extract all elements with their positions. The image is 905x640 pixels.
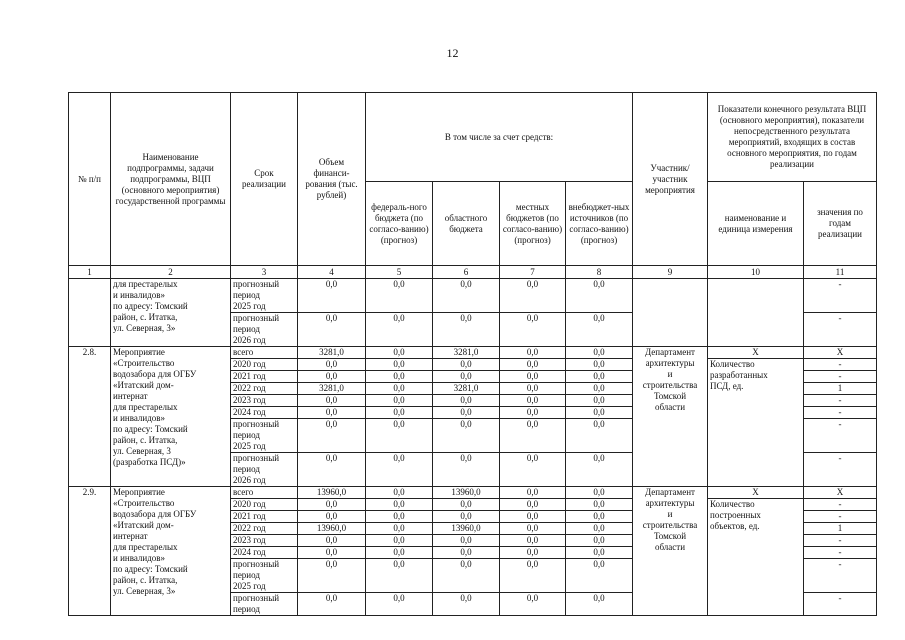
column-number: 3 [231, 266, 298, 279]
extrabudget-cell: 0,0 [566, 535, 633, 547]
volume-cell: 0,0 [298, 547, 366, 559]
volume-cell: 0,0 [298, 407, 366, 419]
indicator-name-cell: Количество разработанных ПСД, ед. [708, 359, 804, 487]
row-number-cell [69, 279, 111, 347]
federal-cell: 0,0 [366, 359, 433, 371]
regional-cell: 0,0 [433, 499, 500, 511]
volume-cell: 3281,0 [298, 347, 366, 359]
regional-cell: 0,0 [433, 559, 500, 593]
period-cell: 2024 год [231, 547, 298, 559]
volume-cell: 13960,0 [298, 487, 366, 499]
indicator-value-cell: X [804, 347, 877, 359]
header-indicators-group: Показатели конечного результата ВЦП (основного мероприятия), показатели непосредственного результата мероприятий, входящих в состав основного мероприятия, по годам реализации [708, 93, 877, 182]
indicator-value-cell: 1 [804, 383, 877, 395]
volume-cell: 3281,0 [298, 383, 366, 395]
column-number: 9 [633, 266, 708, 279]
participant-cell [633, 279, 708, 347]
extrabudget-cell: 0,0 [566, 511, 633, 523]
header-regional: областного бюджета [433, 182, 500, 266]
local-cell: 0,0 [500, 419, 566, 453]
regional-cell: 0,0 [433, 593, 500, 616]
table-row [69, 347, 877, 359]
indicator-value-cell: X [804, 487, 877, 499]
indicator-value-cell: - [804, 359, 877, 371]
indicator-value-cell: - [804, 313, 877, 347]
period-cell: прогнозный период [231, 593, 298, 616]
activity-name-cell: для престарелых и инвалидов» по адресу: Томский район, с. Итатка, ул. Северная, 3» [111, 279, 231, 347]
federal-cell: 0,0 [366, 523, 433, 535]
period-cell: прогнозный период 2026 год [231, 453, 298, 487]
indicator-value-cell: - [804, 593, 877, 616]
regional-cell: 3281,0 [433, 383, 500, 395]
federal-cell: 0,0 [366, 407, 433, 419]
table-body [69, 279, 877, 616]
participant-cell: Департамент архитектуры и строительства Томской области [633, 347, 708, 487]
federal-cell: 0,0 [366, 535, 433, 547]
volume-cell: 0,0 [298, 359, 366, 371]
period-cell: 2023 год [231, 395, 298, 407]
federal-cell: 0,0 [366, 395, 433, 407]
period-cell: 2021 год [231, 371, 298, 383]
header-indicator-name: наименование и единица измерения [708, 182, 804, 266]
period-cell: прогнозный период 2025 год [231, 419, 298, 453]
extrabudget-cell: 0,0 [566, 359, 633, 371]
period-cell: 2022 год [231, 523, 298, 535]
extrabudget-cell: 0,0 [566, 347, 633, 359]
federal-cell: 0,0 [366, 279, 433, 313]
extrabudget-cell: 0,0 [566, 593, 633, 616]
federal-cell: 0,0 [366, 383, 433, 395]
extrabudget-cell: 0,0 [566, 279, 633, 313]
activity-name-cell: Мероприятие «Строительство водозабора для ОГБУ «Итатский дом- интернат для престарелых и инвалидов» по адресу: Томский район, с. Итатка, ул. Северная, 3» [111, 487, 231, 616]
federal-cell: 0,0 [366, 347, 433, 359]
federal-cell: 0,0 [366, 371, 433, 383]
column-number: 7 [500, 266, 566, 279]
federal-cell: 0,0 [366, 511, 433, 523]
federal-cell: 0,0 [366, 547, 433, 559]
period-cell: 2020 год [231, 499, 298, 511]
federal-cell: 0,0 [366, 419, 433, 453]
federal-cell: 0,0 [366, 313, 433, 347]
regional-cell: 0,0 [433, 547, 500, 559]
header-local: местных бюджетов (по согласо-ванию) (прогноз) [500, 182, 566, 266]
indicator-value-cell: 1 [804, 523, 877, 535]
volume-cell: 0,0 [298, 511, 366, 523]
volume-cell: 0,0 [298, 499, 366, 511]
federal-cell: 0,0 [366, 487, 433, 499]
local-cell: 0,0 [500, 395, 566, 407]
period-cell: всего [231, 347, 298, 359]
regional-cell: 0,0 [433, 279, 500, 313]
federal-cell: 0,0 [366, 559, 433, 593]
extrabudget-cell: 0,0 [566, 487, 633, 499]
row-number-cell: 2.8. [69, 347, 111, 487]
local-cell: 0,0 [500, 511, 566, 523]
column-number: 10 [708, 266, 804, 279]
period-cell: 2024 год [231, 407, 298, 419]
indicator-value-cell: - [804, 419, 877, 453]
volume-cell: 0,0 [298, 279, 366, 313]
header-name: Наименование подпрограммы, задачи подпрограммы, ВЦП (основного мероприятия) государственной программы [111, 93, 231, 266]
column-number: 5 [366, 266, 433, 279]
header-participant: Участник/ участник мероприятия [633, 93, 708, 266]
indicator-value-cell: - [804, 535, 877, 547]
regional-cell: 0,0 [433, 407, 500, 419]
indicator-value-cell: - [804, 453, 877, 487]
local-cell: 0,0 [500, 487, 566, 499]
indicator-value-cell: - [804, 279, 877, 313]
participant-cell: Департамент архитектуры и строительства Томской области [633, 487, 708, 616]
volume-cell: 13960,0 [298, 523, 366, 535]
extrabudget-cell: 0,0 [566, 313, 633, 347]
extrabudget-cell: 0,0 [566, 383, 633, 395]
indicator-value-cell: - [804, 559, 877, 593]
local-cell: 0,0 [500, 407, 566, 419]
column-number: 6 [433, 266, 500, 279]
volume-cell: 0,0 [298, 535, 366, 547]
extrabudget-cell: 0,0 [566, 559, 633, 593]
header-sources-group: В том числе за счет средств: [366, 93, 633, 182]
header-federal: федераль-ного бюджета (по согласо-ванию) (прогноз) [366, 182, 433, 266]
indicator-value-cell: - [804, 407, 877, 419]
column-number: 4 [298, 266, 366, 279]
regional-cell: 0,0 [433, 395, 500, 407]
period-cell: 2020 год [231, 359, 298, 371]
header-indicator-values: значения по годам реализации [804, 182, 877, 266]
local-cell: 0,0 [500, 313, 566, 347]
regional-cell: 13960,0 [433, 523, 500, 535]
header-extrabudget: внебюджет-ных источников (по согласо-ванию) (прогноз) [566, 182, 633, 266]
volume-cell: 0,0 [298, 395, 366, 407]
page-number: 12 [446, 46, 459, 60]
extrabudget-cell: 0,0 [566, 547, 633, 559]
table-row [69, 487, 877, 499]
column-number: 11 [804, 266, 877, 279]
regional-cell: 0,0 [433, 511, 500, 523]
activity-name-cell: Мероприятие «Строительство водозабора для ОГБУ «Итатский дом- интернат для престарелых и инвалидов» по адресу: Томский район, с. Итатка, ул. Северная, 3 (разработка ПСД)» [111, 347, 231, 487]
table-header [69, 93, 877, 279]
column-number: 8 [566, 266, 633, 279]
volume-cell: 0,0 [298, 419, 366, 453]
local-cell: 0,0 [500, 559, 566, 593]
regional-cell: 0,0 [433, 419, 500, 453]
extrabudget-cell: 0,0 [566, 371, 633, 383]
local-cell: 0,0 [500, 535, 566, 547]
extrabudget-cell: 0,0 [566, 395, 633, 407]
local-cell: 0,0 [500, 547, 566, 559]
regional-cell: 13960,0 [433, 487, 500, 499]
volume-cell: 0,0 [298, 559, 366, 593]
regional-cell: 3281,0 [433, 347, 500, 359]
period-cell: прогнозный период 2026 год [231, 313, 298, 347]
local-cell: 0,0 [500, 499, 566, 511]
extrabudget-cell: 0,0 [566, 523, 633, 535]
extrabudget-cell: 0,0 [566, 499, 633, 511]
local-cell: 0,0 [500, 347, 566, 359]
period-cell: всего [231, 487, 298, 499]
regional-cell: 0,0 [433, 371, 500, 383]
program-table [68, 92, 877, 616]
extrabudget-cell: 0,0 [566, 453, 633, 487]
indicator-name-cell: X [708, 347, 804, 359]
period-cell: прогнозный период 2025 год [231, 279, 298, 313]
indicator-name-cell: Количество построенных объектов, ед. [708, 499, 804, 616]
volume-cell: 0,0 [298, 593, 366, 616]
column-number: 2 [111, 266, 231, 279]
volume-cell: 0,0 [298, 453, 366, 487]
indicator-value-cell: - [804, 371, 877, 383]
indicator-value-cell: - [804, 395, 877, 407]
header-volume: Объем финанси-рования (тыс. рублей) [298, 93, 366, 266]
regional-cell: 0,0 [433, 313, 500, 347]
federal-cell: 0,0 [366, 453, 433, 487]
header-num: № п/п [69, 93, 111, 266]
regional-cell: 0,0 [433, 453, 500, 487]
federal-cell: 0,0 [366, 499, 433, 511]
column-number: 1 [69, 266, 111, 279]
indicator-value-cell: - [804, 511, 877, 523]
indicator-value-cell: - [804, 547, 877, 559]
indicator-name-cell [708, 279, 804, 347]
federal-cell: 0,0 [366, 593, 433, 616]
period-cell: 2021 год [231, 511, 298, 523]
local-cell: 0,0 [500, 593, 566, 616]
table-row [69, 279, 877, 313]
period-cell: прогнозный период 2025 год [231, 559, 298, 593]
regional-cell: 0,0 [433, 359, 500, 371]
indicator-name-cell: X [708, 487, 804, 499]
local-cell: 0,0 [500, 523, 566, 535]
regional-cell: 0,0 [433, 535, 500, 547]
local-cell: 0,0 [500, 453, 566, 487]
volume-cell: 0,0 [298, 313, 366, 347]
local-cell: 0,0 [500, 383, 566, 395]
extrabudget-cell: 0,0 [566, 419, 633, 453]
header-period: Срок реализации [231, 93, 298, 266]
row-number-cell: 2.9. [69, 487, 111, 616]
column-numbers-row [69, 266, 877, 279]
extrabudget-cell: 0,0 [566, 407, 633, 419]
period-cell: 2022 год [231, 383, 298, 395]
local-cell: 0,0 [500, 359, 566, 371]
indicator-value-cell: - [804, 499, 877, 511]
local-cell: 0,0 [500, 279, 566, 313]
volume-cell: 0,0 [298, 371, 366, 383]
period-cell: 2023 год [231, 535, 298, 547]
local-cell: 0,0 [500, 371, 566, 383]
